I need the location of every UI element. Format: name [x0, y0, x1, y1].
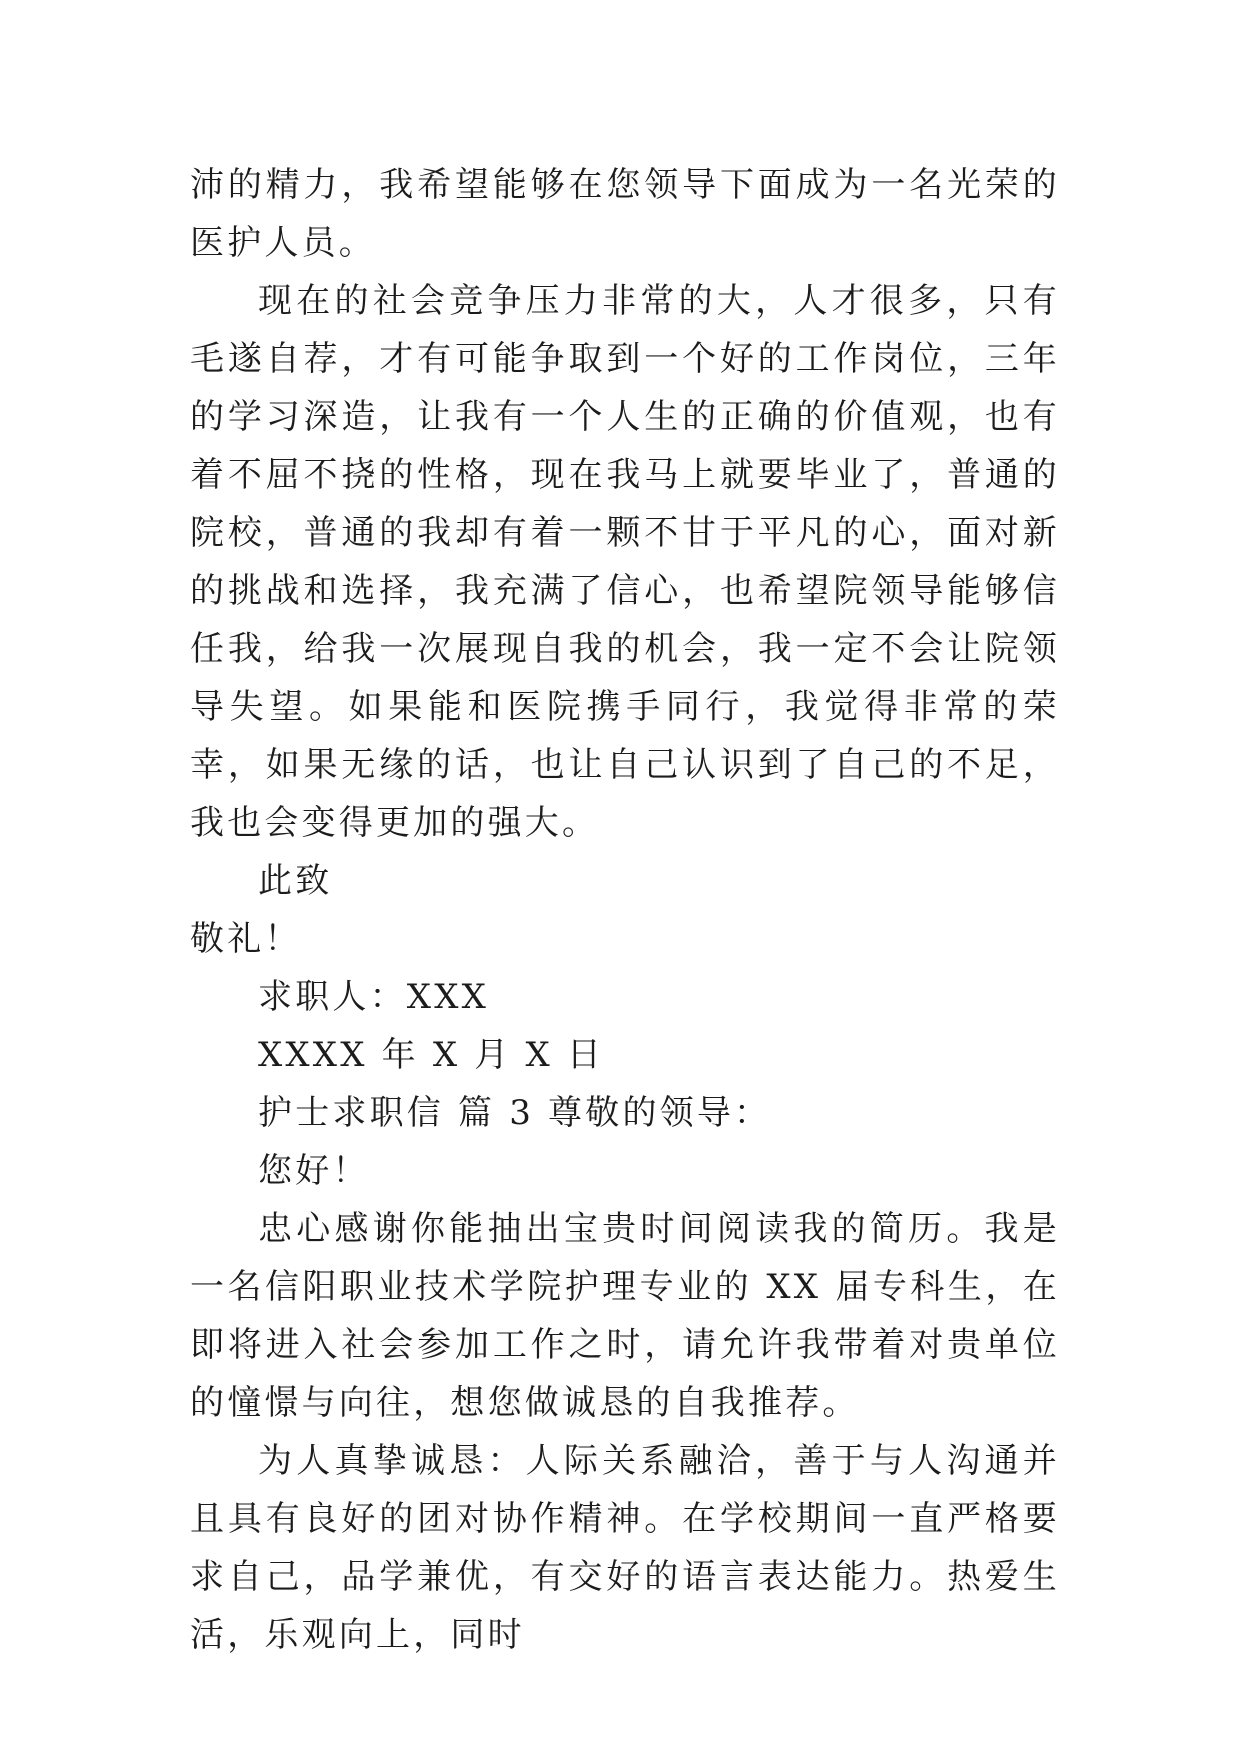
letter-date: XXXX 年 X 月 X 日: [258, 1035, 605, 1075]
paragraph-1: 沛的精力，我希望能够在您领导下面成为一名光荣的医护人员。: [190, 165, 1060, 263]
greeting: 您好！: [258, 1151, 370, 1191]
applicant-signature: 求职人：XXX: [258, 977, 490, 1017]
paragraph-character: 为人真挚诚恳：人际关系融洽，善于与人沟通并且具有良好的团对协作精神。在学校期间一直严格要求自己，品学兼优，有交好的语言表达能力。热爱生活，乐观向上，同时: [190, 1441, 1060, 1655]
paragraph-intro: 忠心感谢你能抽出宝贵时间阅读我的简历。我是一名信阳职业技术学院护理专业的 XX 届专科生，在即将进入社会参加工作之时，请允许我带着对贵单位的憧憬与向往，想您做诚恳的自我推荐。: [190, 1209, 1060, 1423]
section-heading: 护士求职信 篇 3 尊敬的领导：: [258, 1093, 772, 1133]
closing-regards: 敬礼！: [190, 919, 302, 959]
closing-salutation: 此致: [258, 861, 333, 901]
paragraph-2: 现在的社会竞争压力非常的大，人才很多，只有毛遂自荐，才有可能争取到一个好的工作岗位，三年的学习深造，让我有一个人生的正确的价值观，也有着不屈不挠的性格，现在我马上就要毕业了，普通的院校，普通的我却有着一颗不甘于平凡的心，面对新的挑战和选择，我充满了信心，也希望院领导能够信任我，给我一次展现自我的机会，我一定不会让院领导失望。如果能和医院携手同行，我觉得非常的荣幸，如果无缘的话，也让自己认识到了自己的不足，我也会变得更加的强大。: [190, 281, 1060, 843]
letter-body: [190, 156, 1060, 1664]
